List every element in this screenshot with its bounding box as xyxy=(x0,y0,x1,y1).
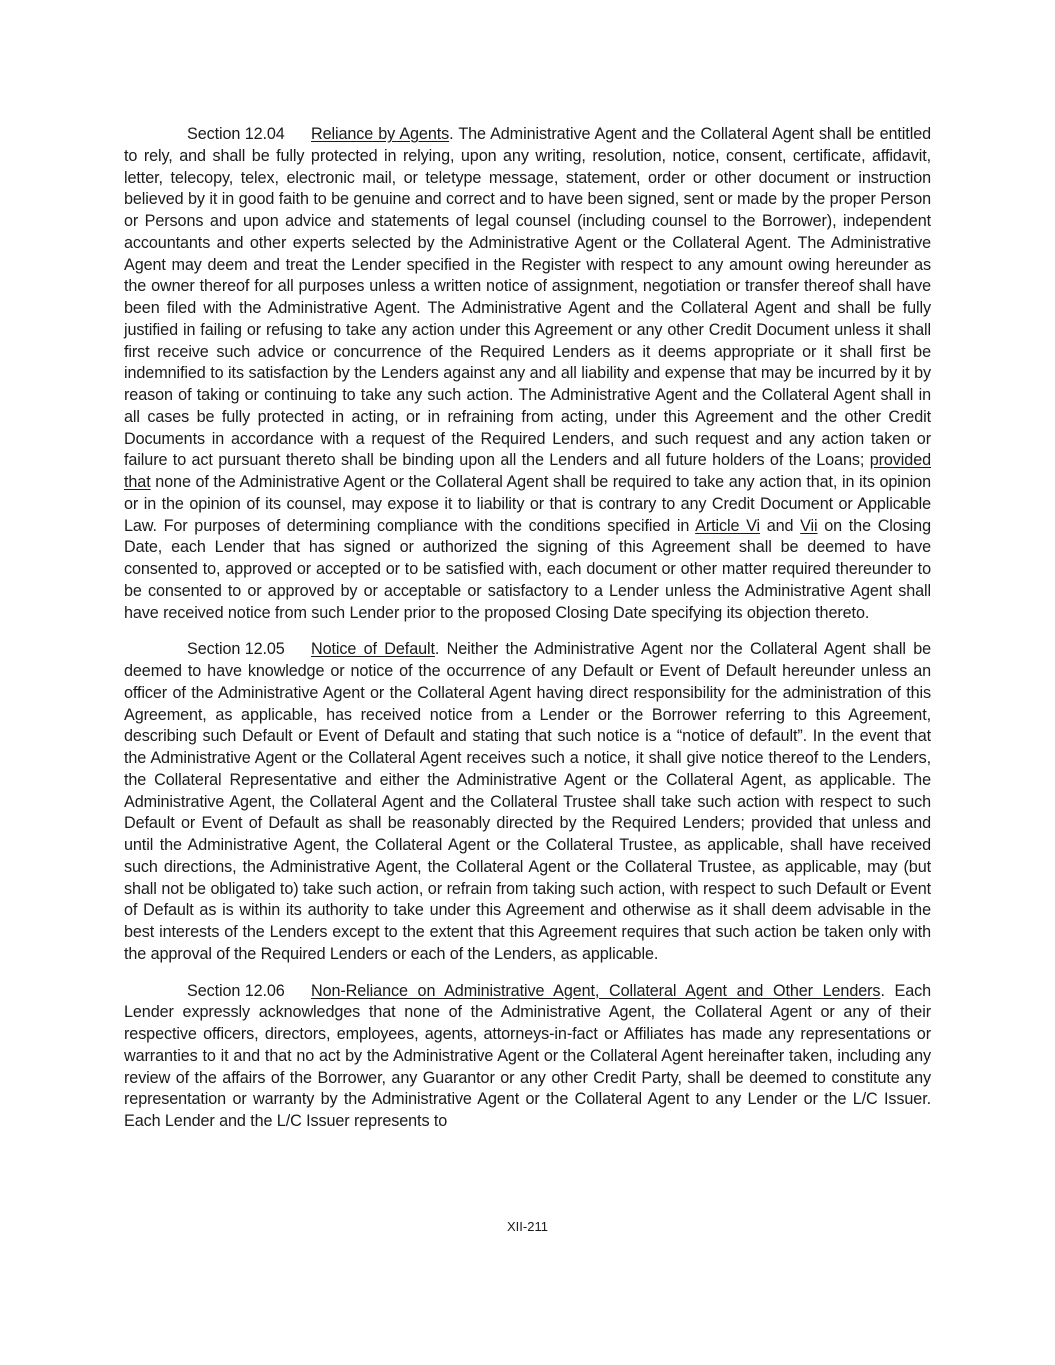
section-number: Section 12.06 xyxy=(187,981,285,1000)
document-page xyxy=(124,124,931,1148)
section-text: . Neither the Administrative Agent nor the Collateral Agent shall be deemed to have knowledge or notice of the occurrence of any Default or Event of Default hereunder unless an officer of the Administrative Agent or the Collateral Agent having direct responsibility for the administration of this Agreement, as applicable, has received notice from a Lender or the Borrower referring to this Agreement, describing such Default or Event of Default and stating that such notice is a “notice of default”. In the event that the Administrative Agent or the Collateral Agent receives such a notice, it shall give notice thereof to the Lenders, the Collateral Representative and either the Administrative Agent or the Collateral Agent, as applicable. The Administrative Agent, the Collateral Agent and the Collateral Trustee shall take such action with respect to such Default or Event of Default as shall be reasonably directed by the Required Lenders; provided that unless and until the Administrative Agent, the Collateral Agent or the Collateral Trustee, as applicable, shall have received such directions, the Administrative Agent, the Collateral Agent or the Collateral Trustee, as applicable, may (but shall not be obligated to) take such action, or refrain from taking such action, with respect to such Default or Event of Default as is within its authority to take under this Agreement and otherwise as it shall deem advisable in the best interests of the Lenders except to the extent that this Agreement requires that such action be taken only with the approval of the Required Lenders or each of the Lenders, as applicable. xyxy=(124,640,931,963)
section-number: Section 12.05 xyxy=(187,640,285,659)
section-12-04 xyxy=(124,124,931,624)
section-title: Notice of Default xyxy=(311,640,435,659)
section-text: on the Closing Date, each Lender that has signed or authorized the signing of this Agreement shall be deemed to have consented to, approved or accepted or to be satisfied with, each document or other matter required thereunder to be consented to or approved by or acceptable or satisfactory to a Lender unless the Administrative Agent shall have received notice from such Lender prior to the proposed Closing Date specifying its objection thereto. xyxy=(124,516,931,622)
proviso-word: that xyxy=(124,473,151,491)
section-text: none of the Administrative Agent or the Collateral Agent shall be required to take any action that, in its opinion or in the opinion of its counsel, may expose it to liability or that is contrary to any Credit Document or Applicable Law. For purposes of determining compliance with the conditions specified in xyxy=(124,473,931,535)
page-number: XII-211 xyxy=(507,1219,548,1234)
section-text: and xyxy=(760,516,801,535)
section-title: Reliance by Agents xyxy=(311,125,450,143)
section-12-06 xyxy=(124,981,931,1133)
section-text: . The Administrative Agent and the Collateral Agent shall be entitled to rely, and shall be fully protected in relying, upon any writing, resolution, notice, consent, certificate, affidavit, letter, telecopy, telex, electronic mail, or teletype message, statement, order or other document or instruction believed by it in good faith to be genuine and correct and to have been signed, sent or made by the proper Person or Persons and upon advice and statements of legal counsel (including counsel to the Borrower), independent accountants and other experts selected by the Administrative Agent or the Collateral Agent. The Administrative Agent may deem and treat the Lender specified in the Register with respect to any amount owing hereunder as the owner thereof for all purposes unless a written notice of assignment, negotiation or transfer thereof shall have been filed with the Administrative Agent. The Administrative Agent and the Collateral Agent and shall be fully justified in failing or refusing to take any action under this Agreement or any other Credit Document unless it shall first receive such advice or concurrence of the Required Lenders as it deems appropriate or it shall first be indemnified to its satisfaction by the Lenders against any and all liability and expense that may be incurred by it by reason of taking or continuing to take any such action. The Administrative Agent and the Collateral Agent shall in all cases be fully protected in acting, or in refraining from acting, under this Agreement and the other Credit Documents in accordance with a request of the Required Lenders, and such request and any action taken or failure to act pursuant thereto shall be binding upon all the Lenders and all future holders of the Loans; xyxy=(124,125,932,470)
article-reference: Vii xyxy=(800,516,818,535)
section-number: Section 12.04 xyxy=(187,125,285,143)
section-title: Non-Reliance on Administrative Agent, Collateral Agent and Other Lenders xyxy=(311,981,881,1000)
proviso-word: provided xyxy=(869,451,931,470)
section-12-05 xyxy=(124,639,931,965)
article-reference: Article Vi xyxy=(695,516,761,535)
section-text: . Each Lender expressly acknowledges that none of the Administrative Agent, the Collateral Agent or any of their respective officers, directors, employees, agents, attorneys-in-fact or Affiliates has made any representations or warranties to it and that no act by the Administrative Agent or the Collateral Agent hereinafter taken, including any review of the affairs of the Borrower, any Guarantor or any other Credit Party, shall be deemed to constitute any representation or warranty by the Administrative Agent or the Collateral Agent to any Lender or the L/C Issuer. Each Lender and the L/C Issuer represents to xyxy=(124,981,931,1130)
